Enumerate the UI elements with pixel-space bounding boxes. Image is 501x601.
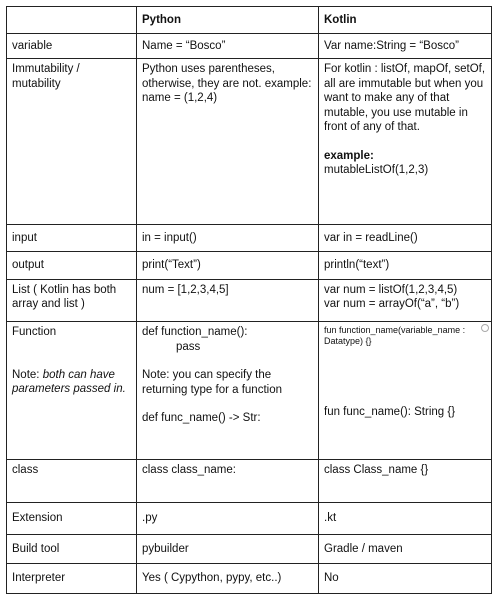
kotlin-input: var in = readLine() — [319, 224, 492, 252]
table-row-input — [7, 224, 492, 252]
function-note-prefix: Note: — [12, 368, 40, 381]
comparison-table — [6, 6, 492, 594]
row-label-build-tool: Build tool — [7, 534, 137, 564]
function-label-cell — [7, 322, 137, 460]
kotlin-class: class Class_name {} — [319, 460, 492, 502]
kotlin-list-1: var num = listOf(1,2,3,4,5) — [324, 283, 458, 296]
kotlin-build-tool: Gradle / maven — [319, 534, 492, 564]
row-label-list: List ( Kotlin has both array and list ) — [7, 279, 137, 321]
kotlin-output: println(“text”) — [319, 252, 492, 280]
python-list: num = [1,2,3,4,5] — [137, 279, 319, 321]
header-kotlin: Kotlin — [319, 7, 492, 34]
python-function-4: def func_name() -> Str: — [142, 412, 261, 425]
header-empty — [7, 7, 137, 34]
row-label-input: input — [7, 224, 137, 252]
function-note-text: both can have parameters passed in. — [12, 368, 126, 396]
kotlin-example: mutableListOf(1,2,3) — [324, 164, 429, 176]
function-note — [12, 368, 131, 397]
row-label-output: output — [7, 252, 137, 280]
kotlin-immutability-cell — [319, 59, 492, 225]
row-label-variable: variable — [7, 33, 137, 58]
row-label-interpreter: Interpreter — [7, 564, 137, 594]
python-function-cell — [137, 322, 319, 460]
header-python: Python — [137, 7, 319, 34]
table-row-interpreter — [7, 564, 492, 594]
kotlin-function-2: fun func_name(): String {} — [324, 406, 456, 419]
table-row-immutability — [7, 59, 492, 225]
python-extension: .py — [137, 502, 319, 534]
python-build-tool: pybuilder — [137, 534, 319, 564]
row-label-extension: Extension — [7, 502, 137, 534]
kotlin-immutability: For kotlin : listOf, mapOf, setOf, all are immutable but when you want to make any of that mutable, you use mutable in front of any of that. — [324, 63, 486, 133]
python-variable: Name = “Bosco” — [137, 33, 319, 58]
table-row-build-tool — [7, 534, 492, 564]
python-input: in = input() — [137, 224, 319, 252]
kotlin-extension: .kt — [319, 502, 492, 534]
kotlin-variable: Var name:String = “Bosco” — [319, 33, 492, 58]
python-function-3: Note: you can specify the returning type for a function — [142, 369, 282, 396]
python-immutability: Python uses parentheses, otherwise, they are not. example: name = (1,2,4) — [137, 59, 319, 225]
row-label-immutability: Immutability / mutability — [7, 59, 137, 225]
row-label-function: Function — [12, 326, 57, 339]
python-function-1: def function_name(): — [142, 326, 248, 339]
cell-resize-handle-icon — [481, 324, 489, 332]
header-row — [7, 7, 492, 34]
table-row-class — [7, 460, 492, 502]
kotlin-example-label: example: — [324, 149, 374, 162]
kotlin-interpreter: No — [319, 564, 492, 594]
table-row-output — [7, 252, 492, 280]
row-label-class: class — [7, 460, 137, 502]
kotlin-list-2: var num = arrayOf(“a”, “b”) — [324, 298, 460, 311]
table-row-function — [7, 322, 492, 460]
table-row-list — [7, 279, 492, 321]
table-row-extension — [7, 502, 492, 534]
table-row-variable — [7, 33, 492, 58]
python-class: class class_name: — [137, 460, 319, 502]
kotlin-function-cell — [319, 322, 492, 460]
python-interpreter: Yes ( Cypython, pypy, etc..) — [137, 564, 319, 594]
python-function-2: pass — [176, 340, 201, 353]
kotlin-list-cell — [319, 279, 492, 321]
python-output: print(“Text”) — [137, 252, 319, 280]
kotlin-function-1: fun function_name(variable_name : Datatype) {} — [324, 325, 466, 347]
